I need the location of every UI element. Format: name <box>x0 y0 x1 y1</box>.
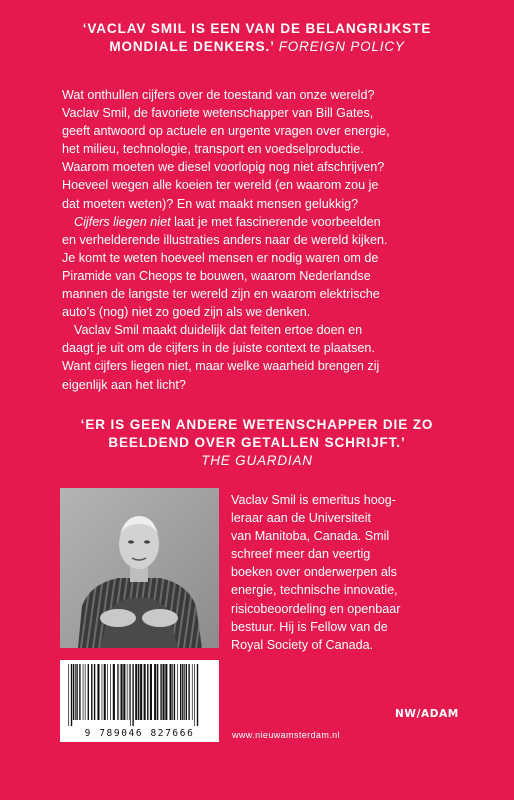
barcode-bar <box>170 664 172 720</box>
blurb-line: Waarom moeten we diesel voorlopig nog niet afschrijven? <box>62 160 385 175</box>
bio-line: energie, technische innovatie, <box>231 583 398 598</box>
barcode-bar <box>157 664 158 720</box>
barcode-bar <box>76 664 77 720</box>
top-quote-line-2-text: MONDIALE DENKERS.’ <box>109 39 275 54</box>
barcode-bar <box>140 664 142 720</box>
blurb-line: Wat onthullen cijfers over de toestand van onze wereld? <box>62 88 375 102</box>
barcode-bar <box>147 664 148 720</box>
barcode-bar <box>107 664 108 720</box>
barcode-bar <box>127 664 128 720</box>
blurb-line: Hoeveel wegen alle koeien ter wereld (en waarom zou je <box>62 178 379 193</box>
book-title: Cijfers liegen niet <box>74 214 171 229</box>
author-portrait-illustration <box>60 488 219 648</box>
barcode-bar <box>188 664 189 720</box>
barcode-bar <box>135 664 137 720</box>
bio-line: leraar aan de Universiteit <box>231 511 372 526</box>
bio-line: bestuur. Hij is Fellow van de <box>231 619 388 634</box>
barcode-bar <box>160 664 161 720</box>
barcode-bar <box>186 664 187 720</box>
barcode-bar <box>83 664 84 720</box>
barcode-bar <box>75 664 76 720</box>
blurb-line: mannen de langste ter wereld zijn en waarom elektrische <box>62 287 380 302</box>
barcode-bar <box>85 664 86 720</box>
barcode-bar <box>138 664 139 720</box>
barcode-bar <box>182 664 183 720</box>
barcode-bar <box>172 664 173 720</box>
blurb-line: auto’s (nog) niet zo goed zijn als we denken. <box>62 305 311 320</box>
middle-quote-line-1: ‘ER IS GEEN ANDERE WETENSCHAPPER DIE ZO <box>80 417 434 432</box>
blurb-line: Je komt te weten hoeveel mensen er nodig waren om de <box>62 250 379 265</box>
blurb-line: Vaclav Smil maakt duidelijk dat feiten ertoe doen en <box>74 323 363 338</box>
blurb-line: eigenlijk aan het licht? <box>62 377 186 392</box>
barcode-bar <box>180 664 181 720</box>
barcode-bar <box>197 664 198 726</box>
barcode-bar <box>165 664 167 720</box>
barcode-bar <box>113 664 115 720</box>
middle-quote-line-2: BEELDEND OVER GETALLEN SCHRIJFT.’ <box>108 435 406 450</box>
barcode-bar <box>71 664 72 726</box>
publisher-logo: NW/ADAM <box>395 708 459 720</box>
blurb-line: Piramide van Cheops te bouwen, waarom Nederlandse <box>62 268 371 283</box>
bio-line: Vaclav Smil is emeritus hoog- <box>231 493 396 507</box>
barcode-bar <box>123 664 125 720</box>
top-quote <box>0 20 514 56</box>
top-quote-line-1: ‘VACLAV SMIL IS EEN VAN DE BELANGRIJKSTE <box>82 21 432 36</box>
barcode-bar <box>118 664 119 720</box>
blurb-line: Vaclav Smil, de favoriete wetenschapper van Bill Gates, <box>62 106 374 121</box>
blurb-line: dat moeten weten)? En wat maakt mensen gelukkig? <box>62 196 359 211</box>
top-quote-line-2 <box>0 38 514 56</box>
author-bio <box>231 491 461 654</box>
bio-line: Royal Society of Canada. <box>231 637 374 652</box>
barcode-bar <box>174 664 175 720</box>
barcode-bar <box>94 664 95 720</box>
top-quote-source: FOREIGN POLICY <box>278 39 405 54</box>
barcode-bar <box>68 664 69 726</box>
barcode-bar <box>117 664 118 720</box>
barcode-bar <box>110 664 111 720</box>
isbn-barcode <box>60 660 219 742</box>
blurb-line <box>62 213 472 231</box>
bio-line: risicobeoordeling en openbaar <box>231 601 401 616</box>
barcode-bar <box>73 664 74 720</box>
barcode-bar <box>163 664 165 720</box>
barcode-bar <box>129 664 130 720</box>
barcode-bar <box>154 664 156 720</box>
blurb-line: geeft antwoord op actuele en urgente vragen over energie, <box>62 124 390 139</box>
bio-line: schreef meer dan veertig <box>231 547 371 562</box>
blurb-line: en verhelderende illustraties anders naar de wereld kijken. <box>62 232 388 247</box>
barcode-bar <box>192 664 193 720</box>
barcode-bar <box>121 664 123 720</box>
barcode-bar <box>91 664 92 720</box>
blurb-line: daagt je uit om de cijfers in de juiste context te plaatsen. <box>62 341 375 356</box>
blurb <box>62 86 472 394</box>
barcode-bar <box>194 664 195 726</box>
barcode-bar <box>150 664 152 720</box>
blurb-line: het milieu, technologie, transport en voedselproductie. <box>62 142 364 157</box>
blurb-line: Want cijfers liegen niet, maar welke waarheid brengen zij <box>62 359 380 374</box>
barcode-bar <box>144 664 146 720</box>
middle-quote-source: THE GUARDIAN <box>201 453 313 468</box>
barcode-bars <box>64 664 215 726</box>
barcode-bar <box>102 664 103 720</box>
bio-line: boeken over onderwerpen als <box>231 565 397 580</box>
barcode-digits: 9 789046 827666 <box>84 728 195 739</box>
barcode-bar <box>104 664 106 720</box>
middle-quote <box>0 416 514 470</box>
barcode-bar <box>184 664 185 720</box>
blurb-line-rest: laat je met fascinerende voorbeelden <box>170 214 381 229</box>
barcode-bar <box>88 664 89 720</box>
barcode-bar <box>132 664 133 726</box>
publisher-website: www.nieuwamsterdam.nl <box>232 730 340 740</box>
barcode-bar <box>97 664 99 720</box>
bio-line: van Manitoba, Canada. Smil <box>231 529 390 544</box>
barcode-bar <box>130 664 131 726</box>
barcode-bar <box>177 664 178 720</box>
barcode-bar <box>79 664 80 720</box>
author-photo <box>60 488 219 648</box>
